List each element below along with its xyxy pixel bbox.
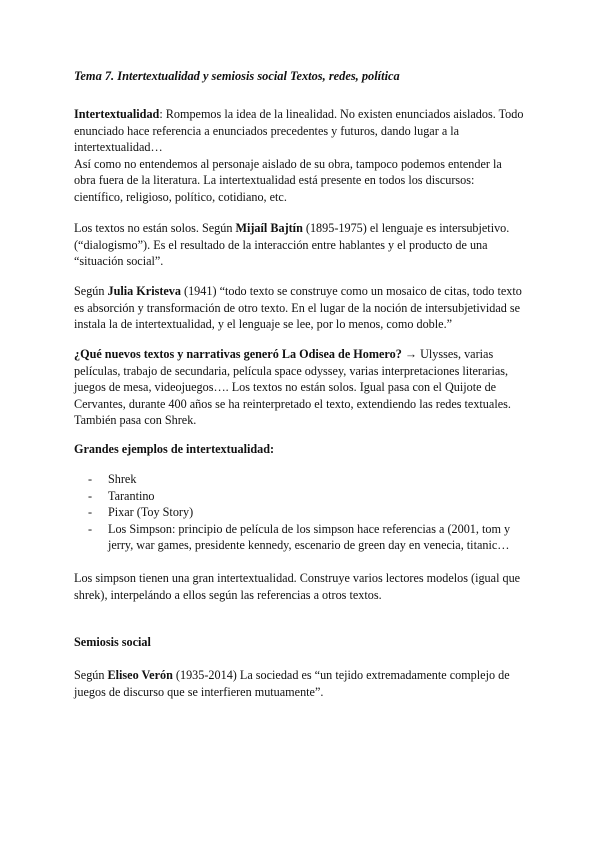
kristeva-pre: Según	[74, 284, 108, 298]
bajtin-post: (1895-1975) el lenguaje es intersubjetivo. (“dialogismo”). Es el resultado de la interacción entre hablantes y el producto de una “situación social”.	[74, 221, 510, 268]
intertextualidad-paragraph	[74, 106, 526, 156]
simpson-paragraph: Los simpson tienen una gran intertextualidad. Construye varios lectores modelos (igual que shrek), interpelándo a ellos según las referencias a otros textos.	[74, 571, 521, 602]
grandes-heading-text: Grandes ejemplos de intertextualidad:	[74, 442, 275, 456]
list-item-text: Shrek	[108, 472, 137, 486]
list-dash: -	[88, 488, 93, 503]
semiosis-heading	[74, 634, 526, 651]
intertextualidad-section	[74, 106, 526, 205]
list-dash: -	[88, 472, 93, 486]
veron-paragraph	[74, 667, 526, 700]
intertextualidad-term: Intertextualidad	[74, 107, 160, 121]
odisea-question: ¿Qué nuevos textos y narrativas generó La Odisea de Homero? →	[74, 347, 418, 361]
list-item	[88, 471, 528, 488]
semiosis-heading-text: Semiosis social	[74, 635, 151, 649]
intertextualidad-definition: : Rompemos la idea de la linealidad. No existen enunciados aislados. Todo enunciado hace referencia a enunciados precedentes y futuros, dando lugar a la intertextualidad…	[74, 107, 524, 154]
list-dash: -	[88, 521, 93, 536]
examples-list	[88, 471, 528, 554]
page-title: Tema 7. Intertextualidad y semiosis social Textos, redes, política	[74, 69, 400, 83]
grandes-heading	[74, 441, 526, 458]
kristeva-post: (1941) “todo texto se construye como un mosaico de citas, todo texto es absorción y transformación de otro texto. En el lugar de la noción de intersubjetividad se instala la de intertextualidad, y el lenguaje se lee, por lo menos, como doble.”	[74, 284, 522, 331]
list-item	[88, 504, 528, 521]
veron-name: Eliseo Verón	[107, 668, 173, 682]
list-item	[88, 521, 528, 554]
veron-post: (1935-2014) La sociedad es “un tejido extremadamente complejo de juegos de discurso que se interfieren mutuamente”.	[74, 668, 510, 699]
kristeva-paragraph	[74, 283, 526, 333]
bajtin-paragraph	[74, 220, 526, 270]
veron-pre: Según	[74, 668, 108, 682]
intertextualidad-paragraph-2: Así como no entendemos al personaje aislado de su obra, tampoco podemos entender la obra fuera de la literatura. La intertextualidad está presente en todos los discursos: científico, religioso, político, cotidiano, etc.	[74, 156, 502, 204]
list-item-text: Tarantino	[108, 488, 155, 503]
list-item	[88, 488, 528, 505]
odisea-paragraph	[74, 346, 526, 429]
odisea-answer: Ulysses, varias películas, trabajo de secundaria, película space odyssey, varias interpretaciones literarias, juegos de mesa, videojuegos…. Los textos no están solos. Igual pasa con el Quijote de Cervantes, durante 400 años se ha reinterpretado el texto, extendiendo las redes textuales. También pasa con Shrek.	[74, 347, 511, 427]
list-item-text: Pixar (Toy Story)	[108, 505, 194, 519]
bajtin-name: Mijaíl Bajtín	[235, 221, 303, 235]
kristeva-name: Julia Kristeva	[107, 284, 181, 298]
list-item-text: Los Simpson: principio de película de los simpson hace referencias a (2001, tom y jerry, war games, presidente kennedy, escenario de green day en venecia, titanic…	[108, 521, 511, 552]
bajtin-pre: Los textos no están solos. Según	[74, 221, 236, 235]
list-dash: -	[88, 505, 93, 519]
